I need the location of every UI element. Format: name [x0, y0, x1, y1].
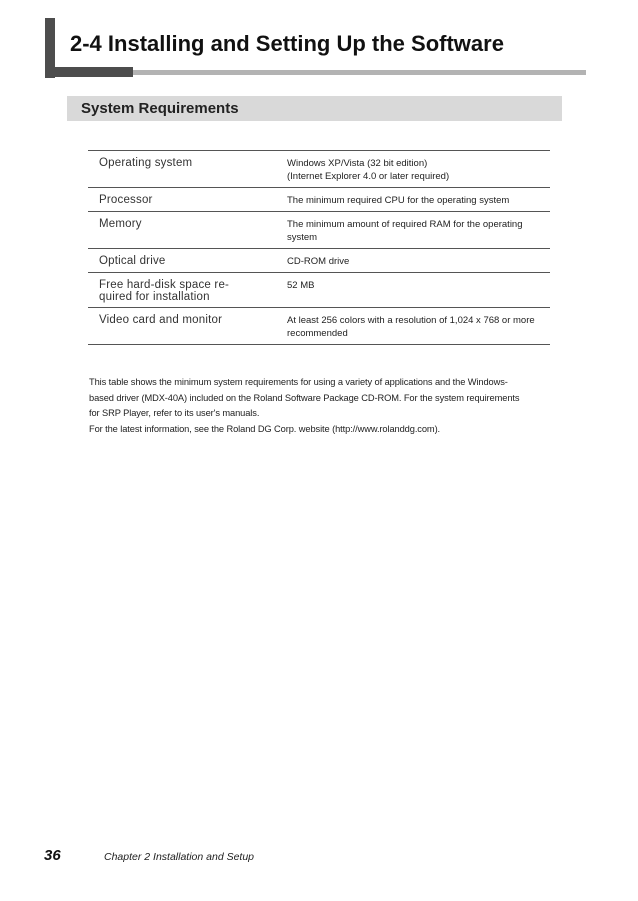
body-line: based driver (MDX-40A) included on the Roland Software Package CD-ROM. For the system requirements [89, 392, 520, 403]
requirement-label: Memory [88, 212, 277, 249]
table-row [88, 308, 550, 345]
requirement-value-line: Windows XP/Vista (32 bit edition) [287, 158, 428, 169]
table-row [88, 273, 550, 308]
requirement-value-line: CD-ROM drive [287, 256, 350, 267]
table-row [88, 249, 550, 273]
requirement-label: Processor [88, 188, 277, 212]
table-row [88, 212, 550, 249]
requirement-value [277, 212, 550, 249]
requirement-value-line: recommended [287, 328, 348, 339]
requirement-label: Optical drive [88, 249, 277, 273]
requirement-label: Video card and monitor [88, 308, 277, 345]
requirement-label: Free hard-disk space re- quired for installation [88, 273, 277, 308]
table-row [88, 151, 550, 188]
heading-underline-light [133, 70, 586, 75]
requirement-value-line: (Internet Explorer 4.0 or later required) [287, 171, 450, 182]
heading-underline-dark [45, 67, 133, 77]
table-row [88, 188, 550, 212]
requirement-value-line: The minimum required CPU for the operating system [287, 195, 510, 206]
requirement-value-line: 52 MB [287, 280, 315, 291]
requirement-value-line: The minimum amount of required RAM for the operating [287, 219, 523, 230]
section-header-bar [67, 96, 562, 121]
requirement-value [277, 151, 550, 188]
body-line: For the latest information, see the Roland DG Corp. website (http://www.rolanddg.com). [89, 423, 441, 434]
body-line: for SRP Player, refer to its user's manuals. [89, 408, 260, 418]
body-paragraph [89, 375, 559, 437]
requirement-value [277, 249, 550, 273]
body-line: This table shows the minimum system requirements for using a variety of applications and the Windows- [89, 377, 508, 387]
requirement-value-line: At least 256 colors with a resolution of 1,024 x 768 or more [287, 315, 535, 326]
chapter-label: Chapter 2 Installation and Setup [104, 851, 255, 863]
section-title: System Requirements [81, 100, 239, 117]
requirement-value [277, 273, 550, 308]
requirement-value-line: system [287, 232, 318, 243]
requirements-table [88, 150, 550, 345]
requirement-label: Operating system [88, 151, 277, 188]
page-title: 2-4 Installing and Setting Up the Software [70, 31, 504, 56]
requirement-value [277, 308, 550, 345]
page-number: 36 [44, 847, 61, 864]
requirement-value [277, 188, 550, 212]
